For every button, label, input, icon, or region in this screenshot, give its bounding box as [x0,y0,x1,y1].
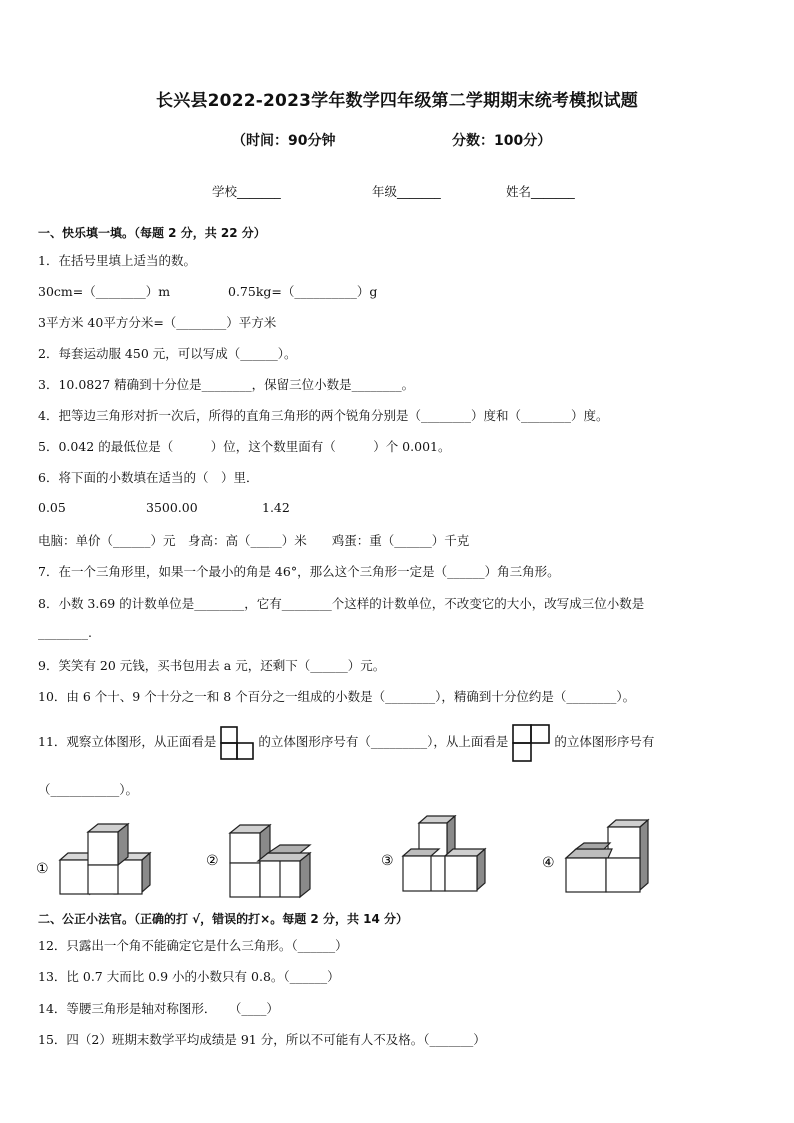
question-12: 12．只露出一个角不能确定它是什么三角形。（______） [38,938,348,953]
question-9: 9．笑笑有 20 元钱，买书包用去 a 元，还剩下（______）元。 [38,658,386,673]
figure-1-label: ① [36,861,49,877]
top-view-shape-icon [512,724,550,762]
question-8-continued: ________. [38,625,92,640]
question-7: 7．在一个三角形里，如果一个最小的角是 46°，那么这个三角形一定是（______）角三角形。 [38,564,560,579]
exam-score: 分数：100分） [452,133,552,149]
question-6-line: 电脑：单价（______）元 身高：高（_____）米 鸡蛋：重（______）千克 [38,533,470,548]
question-14: 14．等腰三角形是轴对称图形． （____） [38,1001,279,1016]
front-view-shape-icon [220,726,254,760]
cube-figure-2 [200,815,350,905]
name-field: 姓名_______ [506,184,575,199]
question-15: 15．四（2）班期末数学平均成绩是 91 分，所以不可能有人不及格。（_______） [38,1032,486,1047]
q6-number-3: 1.42 [262,500,290,515]
question-6: 6．将下面的小数填在适当的（ ）里． [38,470,259,485]
question-1c: 3平方米 40平方分米=（________）平方米 [38,315,277,330]
question-1: 1．在括号里填上适当的数。 [38,253,196,268]
cube-figure-3 [375,815,525,905]
q6-number-1: 0.05 [38,500,66,515]
question-3: 3．10.0827 精确到十分位是________，保留三位小数是________。 [38,377,415,392]
figure-2-label: ② [206,853,219,869]
figure-3-label: ③ [381,853,394,869]
grade-field: 年级_______ [372,184,441,199]
question-1a: 30cm=（________）m [38,284,171,299]
exam-title: 长兴县2022-2023学年数学四年级第二学期期末统考模拟试题 [156,91,638,111]
question-2: 2．每套运动服 450 元，可以写成（______）。 [38,346,297,361]
section2-heading: 二、公正小法官。（正确的打 √，错误的打×。每题 2 分，共 14 分） [38,912,408,926]
question-8: 8．小数 3.69 的计数单位是________，它有________个这样的计数单位，不改变它的大小，改写成三位小数是 [38,596,645,611]
question-10: 10．由 6 个十、9 个十分之一和 8 个百分之一组成的小数是（________），精确到十分位约是（________）。 [38,689,636,704]
question-11-part-c: 的立体图形序号有 [554,734,655,749]
question-4: 4．把等边三角形对折一次后，所得的直角三角形的两个锐角分别是（________）度和（________）度。 [38,408,609,423]
figure-4-label: ④ [542,855,555,871]
cube-figure-4 [540,815,690,905]
question-5: 5．0.042 的最低位是（ ）位，这个数里面有（ ）个 0.001。 [38,439,451,454]
q6-number-2: 3500.00 [146,500,198,515]
cube-figure-1 [30,815,180,905]
school-field: 学校_______ [212,184,281,199]
question-11-part-b: 的立体图形序号有（_________），从上面看是 [258,734,509,749]
question-1b: 0.75kg=（__________）g [228,284,378,299]
exam-time: （时间：90分钟 [232,133,336,149]
question-11-answer: （___________）。 [38,782,139,797]
question-11-part-a: 11．观察立体图形，从正面看是 [38,734,217,749]
section1-heading: 一、快乐填一填。（每题 2 分，共 22 分） [38,226,266,240]
question-11 [38,723,654,761]
question-13: 13．比 0.7 大而比 0.9 小的小数只有 0.8。（______） [38,969,340,984]
